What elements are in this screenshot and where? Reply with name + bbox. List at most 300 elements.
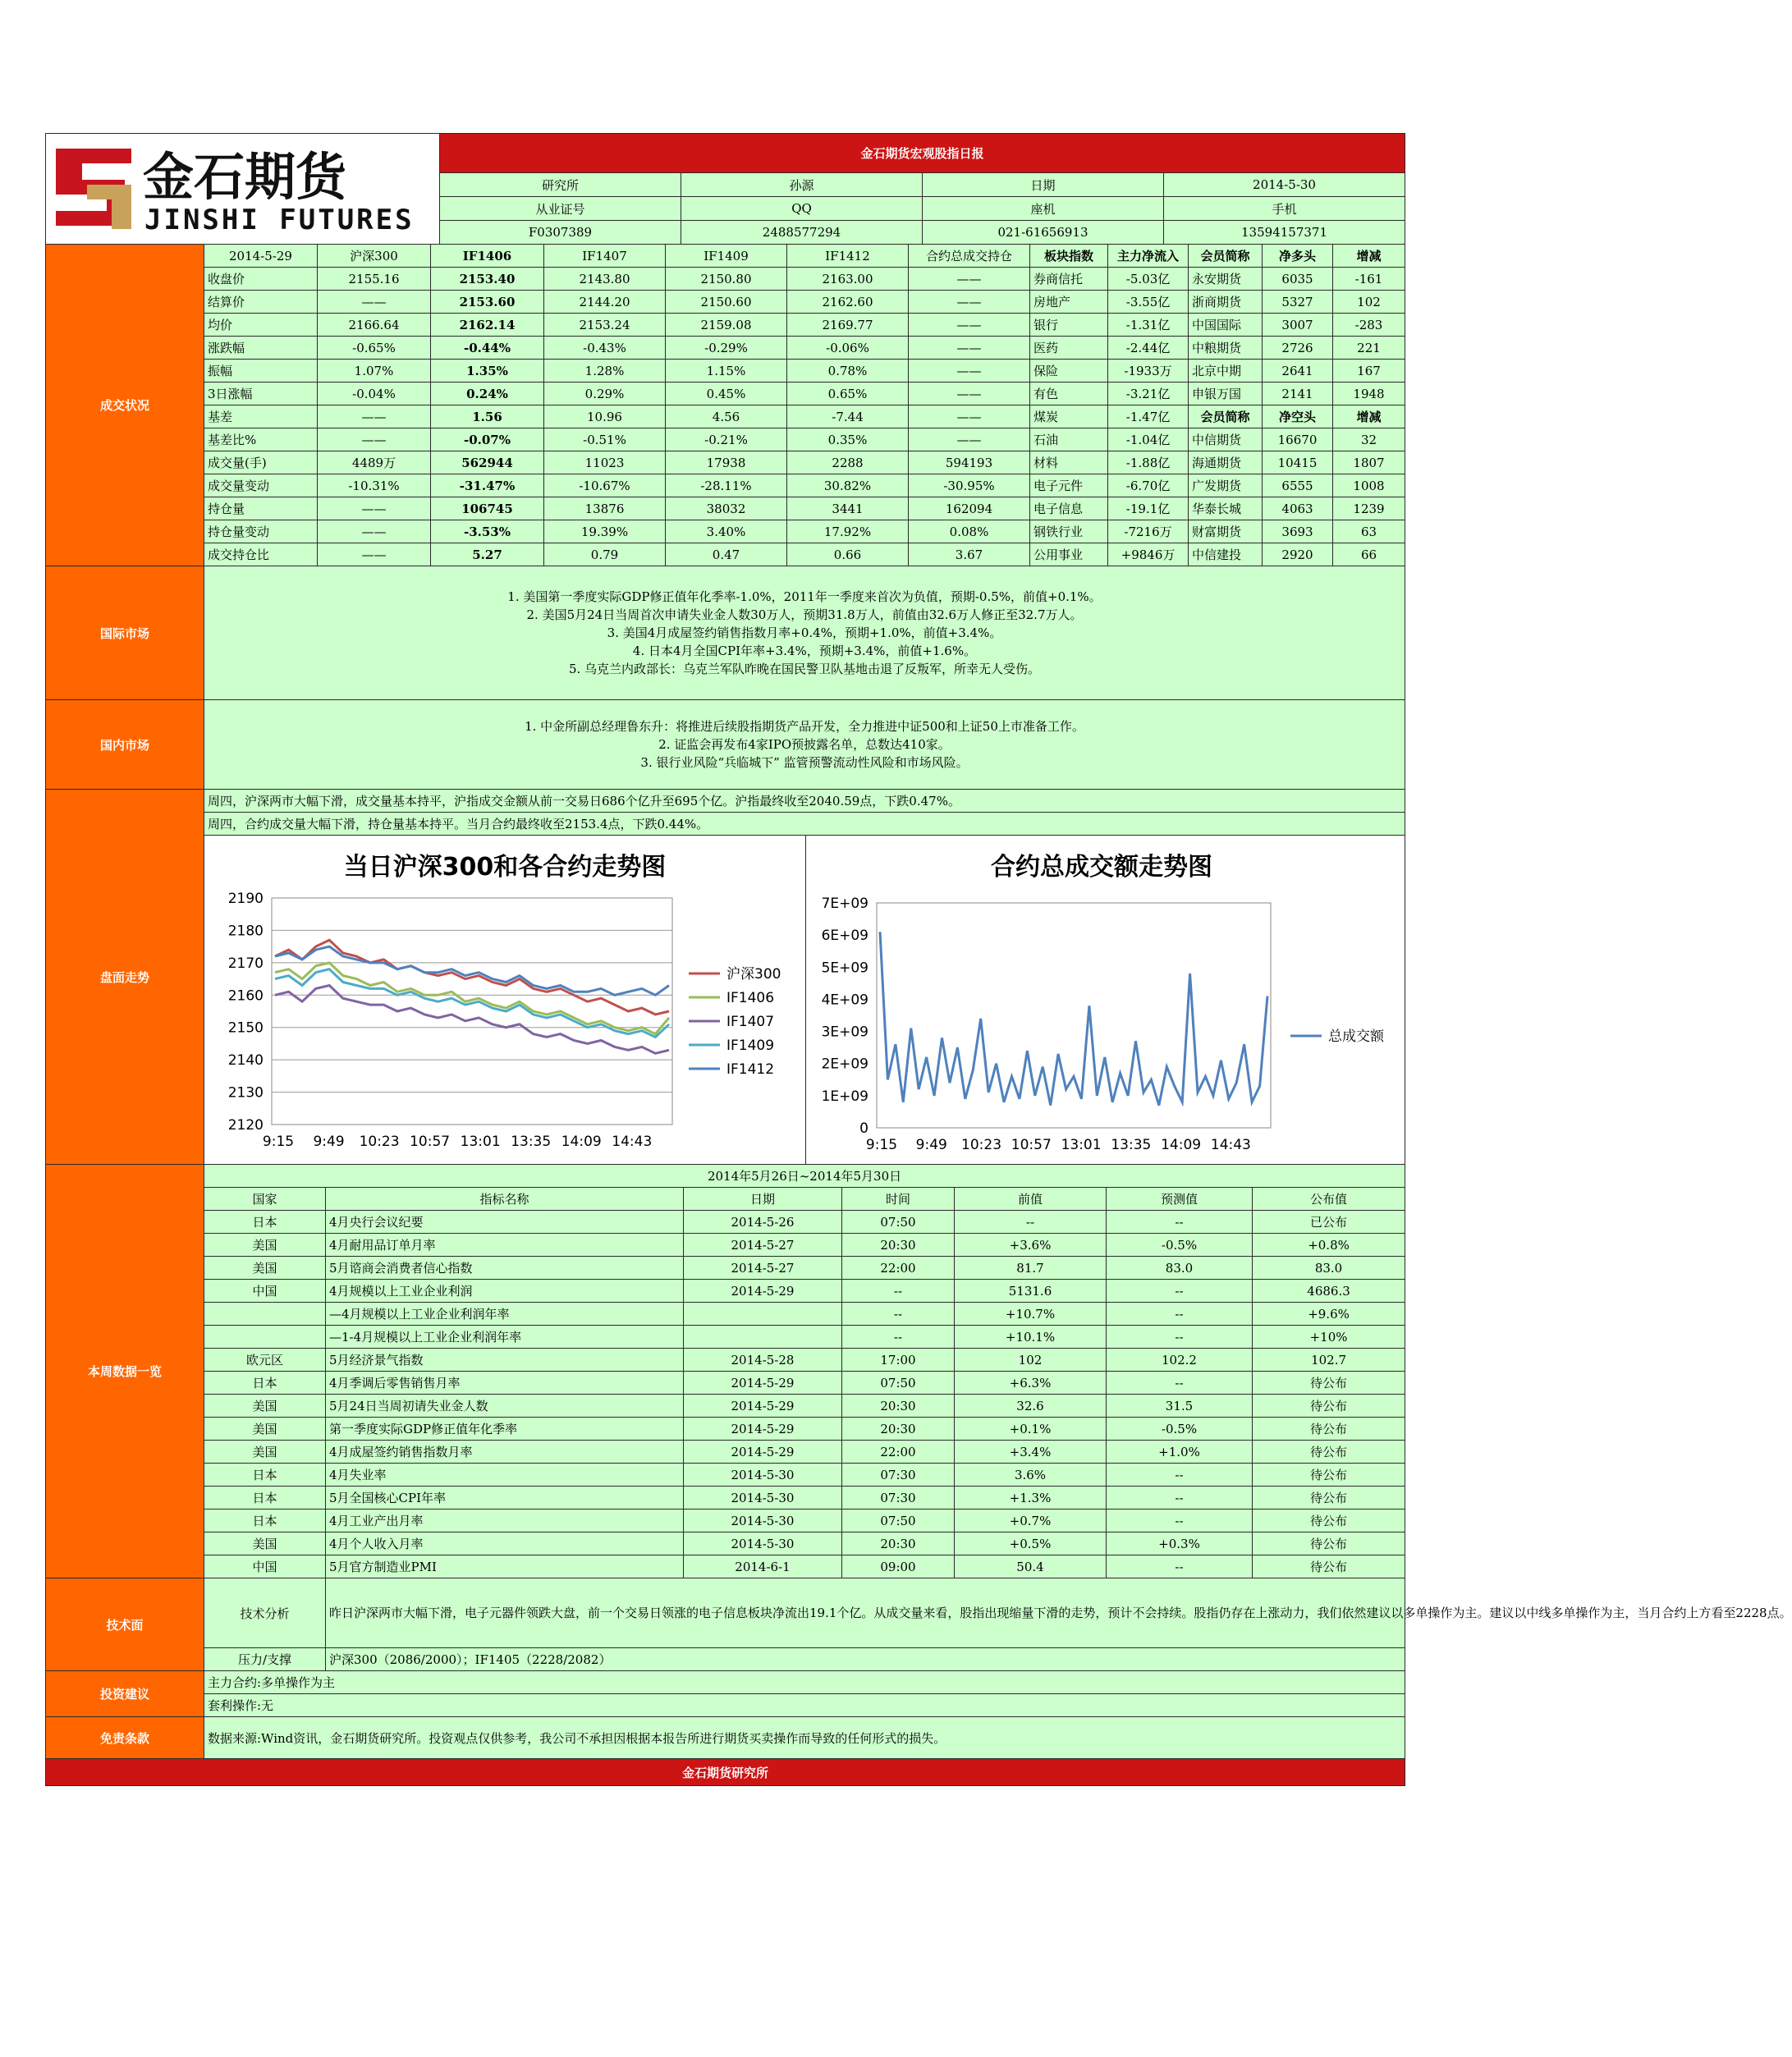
week-cell: 2014-5-30	[684, 1487, 842, 1510]
week-cell: 2014-5-26	[684, 1211, 842, 1234]
trading-cell: 2162.14	[431, 314, 544, 337]
table-row	[46, 1303, 1405, 1326]
trading-cell: 10.96	[544, 405, 666, 428]
x-tick-label: 9:15	[865, 1137, 898, 1153]
week-cell: 102.2	[1107, 1349, 1253, 1372]
section-week: 本周数据一览	[46, 1165, 204, 1578]
week-cell: 22:00	[842, 1441, 955, 1464]
x-tick-label: 10:57	[410, 1134, 451, 1150]
legend-label: 沪深300	[726, 966, 781, 983]
table-row	[46, 451, 1405, 474]
info-r3c4: 13594157371	[1164, 221, 1405, 245]
x-tick-label: 10:23	[961, 1137, 1002, 1153]
member-long-name: 永安期货	[1189, 268, 1263, 291]
week-cell: 4月失业率	[326, 1464, 684, 1487]
week-col-header: 指标名称	[326, 1188, 684, 1211]
week-cell: 2014-5-27	[684, 1257, 842, 1280]
trading-cell: 涨跌幅	[204, 337, 318, 360]
week-cell: 31.5	[1107, 1395, 1253, 1418]
trading-cell: 基差	[204, 405, 318, 428]
week-col-header: 时间	[842, 1188, 955, 1211]
trading-cell: -30.95%	[909, 474, 1030, 497]
x-tick-label: 13:35	[1111, 1137, 1152, 1153]
trading-col-header: IF1407	[544, 245, 666, 268]
table-row	[46, 360, 1405, 383]
week-cell: 20:30	[842, 1532, 955, 1555]
trading-cell: -31.47%	[431, 474, 544, 497]
x-tick-label: 9:15	[262, 1134, 295, 1150]
table-row	[46, 314, 1405, 337]
week-cell: 中国	[204, 1280, 326, 1303]
table-row	[46, 520, 1405, 543]
trading-cell: 4.56	[666, 405, 787, 428]
sector-flow: -3.21亿	[1108, 383, 1189, 405]
week-cell: +10.1%	[955, 1326, 1107, 1349]
y-tick-label: 2150	[227, 1019, 264, 1037]
news-line: 2. 美国5月24日当周首次申请失业金人数30万人，预期31.8万人，前值由32.6万人修正至32.7万人。	[526, 607, 1083, 622]
news-line: 5. 乌克兰内政部长：乌克兰军队昨晚在国民警卫队基地击退了反叛军，所幸无人受伤。	[568, 662, 1041, 676]
trading-cell: 成交持仓比	[204, 543, 318, 566]
week-cell: 20:30	[842, 1418, 955, 1441]
table-row	[46, 1464, 1405, 1487]
x-tick-label: 13:01	[1061, 1137, 1102, 1153]
trading-cell: ——	[909, 428, 1030, 451]
sector-flow: -3.55亿	[1108, 291, 1189, 314]
member-long-change: 221	[1333, 337, 1405, 360]
member-long-value: 5327	[1263, 291, 1333, 314]
trading-cell: 2153.24	[544, 314, 666, 337]
week-cell: +3.6%	[955, 1234, 1107, 1257]
trading-cell: 0.78%	[787, 360, 909, 383]
trading-cell: ——	[318, 520, 431, 543]
week-cell: --	[955, 1211, 1107, 1234]
advice-main: 主力合约:多单操作为主	[204, 1671, 1405, 1694]
trading-cell: 1.35%	[431, 360, 544, 383]
week-cell: 5131.6	[955, 1280, 1107, 1303]
plot-area	[272, 898, 672, 1125]
trading-cell: 0.79	[544, 543, 666, 566]
market-text-2: 周四，合约成交量大幅下滑，持仓量基本持平。当月合约最终收至2153.4点，下跌0.44%。	[204, 813, 1405, 836]
chart-title: 当日沪深300和各合约走势图	[343, 853, 667, 882]
trading-cell: 17.92%	[787, 520, 909, 543]
week-cell: --	[1107, 1487, 1253, 1510]
member-short-value: 3693	[1263, 520, 1333, 543]
trading-cell: 13876	[544, 497, 666, 520]
y-tick-label: 1E+09	[821, 1088, 869, 1105]
member-long-value: 6035	[1263, 268, 1333, 291]
week-cell: 待公布	[1253, 1510, 1405, 1532]
sector-name: 银行	[1030, 314, 1108, 337]
sector-name: 钢铁行业	[1030, 520, 1108, 543]
member-long-name: 中粮期货	[1189, 337, 1263, 360]
member-long-name: 申银万国	[1189, 383, 1263, 405]
x-tick-label: 10:23	[359, 1134, 400, 1150]
trading-cell: 162094	[909, 497, 1030, 520]
y-tick-label: 0	[859, 1120, 869, 1137]
advice-table	[45, 1670, 1405, 1717]
trading-cell: 结算价	[204, 291, 318, 314]
news-line: 2. 证监会再发布4家IPO预披露名单，总数达410家。	[658, 737, 951, 752]
info-r3c3: 021-61656913	[923, 221, 1164, 245]
week-cell: +1.3%	[955, 1487, 1107, 1510]
chart-title: 合约总成交额走势图	[991, 853, 1212, 882]
chart-turnover-cell	[806, 836, 1405, 1165]
trading-cell: ——	[909, 314, 1030, 337]
section-disclaimer: 免责条款	[46, 1717, 204, 1759]
y-tick-label: 2180	[227, 923, 264, 940]
week-cell: 日本	[204, 1372, 326, 1395]
index-trend-chart	[204, 836, 806, 1161]
member-long-value: 3007	[1263, 314, 1333, 337]
week-cell: --	[1107, 1326, 1253, 1349]
sector-name: 煤炭	[1030, 405, 1108, 428]
member-short-name: 海通期货	[1189, 451, 1263, 474]
table-row	[46, 1510, 1405, 1532]
week-cell: --	[1107, 1464, 1253, 1487]
trading-cell: 1.56	[431, 405, 544, 428]
week-cell: 4月规模以上工业企业利润	[326, 1280, 684, 1303]
trading-cell: 0.45%	[666, 383, 787, 405]
y-tick-label: 2190	[227, 891, 264, 907]
trading-cell: 2150.60	[666, 291, 787, 314]
trading-cell: ——	[318, 291, 431, 314]
trading-cell: 30.82%	[787, 474, 909, 497]
trading-cell: 2150.80	[666, 268, 787, 291]
table-row	[46, 268, 1405, 291]
news-line: 3. 银行业风险“兵临城下” 监管预警流动性风险和市场风险。	[640, 755, 969, 770]
member-short-name: 广发期货	[1189, 474, 1263, 497]
table-row	[46, 1280, 1405, 1303]
info-r2c2: QQ	[681, 197, 923, 221]
logo-en-text: JINSHI FUTURES	[144, 204, 415, 236]
week-cell: 美国	[204, 1532, 326, 1555]
trading-cell: 1.28%	[544, 360, 666, 383]
trading-cell: 5.27	[431, 543, 544, 566]
sector-flow: -1.04亿	[1108, 428, 1189, 451]
sector-name: 电子信息	[1030, 497, 1108, 520]
trading-cell: 2159.08	[666, 314, 787, 337]
week-cell: —1-4月规模以上工业企业利润年率	[326, 1326, 684, 1349]
trading-cell: ——	[318, 428, 431, 451]
trading-cell: 2162.60	[787, 291, 909, 314]
table-row	[46, 1257, 1405, 1280]
member-short-value: 4063	[1263, 497, 1333, 520]
trading-cell: ——	[909, 383, 1030, 405]
legend-label: IF1412	[726, 1061, 775, 1078]
sector-flow: -7216万	[1108, 520, 1189, 543]
week-cell	[204, 1326, 326, 1349]
trading-cell: 38032	[666, 497, 787, 520]
table-row	[46, 497, 1405, 520]
week-cell: 2014-5-30	[684, 1464, 842, 1487]
week-cell: +10%	[1253, 1326, 1405, 1349]
x-tick-label: 9:49	[915, 1137, 947, 1153]
week-cell: 2014-5-29	[684, 1395, 842, 1418]
sector-flow: -2.44亿	[1108, 337, 1189, 360]
member-short-change: 1239	[1333, 497, 1405, 520]
trading-cell: 振幅	[204, 360, 318, 383]
news-line: 1. 美国第一季度实际GDP修正值年化季率-1.0%，2011年一季度来首次为负值，预期-0.5%，前值+0.1%。	[507, 589, 1102, 604]
table-row	[46, 1441, 1405, 1464]
week-cell: +0.3%	[1107, 1532, 1253, 1555]
member-long-value: 2141	[1263, 383, 1333, 405]
trading-cell: ——	[318, 405, 431, 428]
intl-table	[45, 566, 1405, 700]
info-r1c2: 孙源	[681, 173, 923, 197]
legend-label: IF1409	[726, 1038, 775, 1054]
week-cell: 4月央行会议纪要	[326, 1211, 684, 1234]
info-r1c1: 研究所	[440, 173, 681, 197]
week-cell: 美国	[204, 1257, 326, 1280]
y-tick-label: 2120	[227, 1117, 264, 1134]
week-cell: 07:50	[842, 1211, 955, 1234]
week-cell	[684, 1303, 842, 1326]
week-cell: 4686.3	[1253, 1280, 1405, 1303]
member-short-change: 66	[1333, 543, 1405, 566]
week-cell: 2014-5-30	[684, 1510, 842, 1532]
week-cell: 07:30	[842, 1464, 955, 1487]
trading-cell: 0.66	[787, 543, 909, 566]
sector-name: 医药	[1030, 337, 1108, 360]
trading-col-header: IF1412	[787, 245, 909, 268]
week-cell: —4月规模以上工业企业利润年率	[326, 1303, 684, 1326]
member-short-change: 32	[1333, 428, 1405, 451]
section-advice: 投资建议	[46, 1671, 204, 1717]
week-cell: 待公布	[1253, 1555, 1405, 1578]
week-cell: --	[1107, 1372, 1253, 1395]
member-long-col-header: 净多头	[1263, 245, 1333, 268]
info-r2c1: 从业证号	[440, 197, 681, 221]
trading-cell: 1.07%	[318, 360, 431, 383]
table-row	[46, 405, 1405, 428]
trading-cell: 11023	[544, 451, 666, 474]
week-col-header: 公布值	[1253, 1188, 1405, 1211]
legend-label: IF1407	[726, 1014, 775, 1030]
trading-cell: 594193	[909, 451, 1030, 474]
week-cell: 5月24日当周初请失业金人数	[326, 1395, 684, 1418]
week-cell: 07:30	[842, 1487, 955, 1510]
trading-col-header: IF1406	[431, 245, 544, 268]
x-tick-label: 14:09	[1161, 1137, 1202, 1153]
table-row	[46, 337, 1405, 360]
week-col-header: 日期	[684, 1188, 842, 1211]
week-cell: 待公布	[1253, 1464, 1405, 1487]
trading-cell: -0.29%	[666, 337, 787, 360]
member-short-col-header: 净空头	[1263, 405, 1333, 428]
week-cell: 4月季调后零售销售月率	[326, 1372, 684, 1395]
week-cell: 5月经济景气指数	[326, 1349, 684, 1372]
week-cell: +10.7%	[955, 1303, 1107, 1326]
legend-label: IF1406	[726, 990, 775, 1006]
trading-cell: 3.40%	[666, 520, 787, 543]
week-range: 2014年5月26日~2014年5月30日	[204, 1165, 1405, 1188]
y-tick-label: 2170	[227, 955, 264, 972]
trading-cell: -10.67%	[544, 474, 666, 497]
trading-cell: 成交量(手)	[204, 451, 318, 474]
week-cell: --	[842, 1280, 955, 1303]
domestic-news	[204, 700, 1405, 790]
trading-cell: 2155.16	[318, 268, 431, 291]
member-long-change: 1948	[1333, 383, 1405, 405]
y-tick-label: 2130	[227, 1084, 264, 1102]
trading-cell: -0.06%	[787, 337, 909, 360]
member-short-value: 6555	[1263, 474, 1333, 497]
member-long-name: 北京中期	[1189, 360, 1263, 383]
trading-col-header: 沪深300	[318, 245, 431, 268]
member-long-change: -283	[1333, 314, 1405, 337]
x-tick-label: 14:43	[612, 1134, 653, 1150]
header-table	[45, 133, 1405, 245]
trading-cell: 562944	[431, 451, 544, 474]
trading-cell: -0.44%	[431, 337, 544, 360]
week-cell: 2014-5-29	[684, 1441, 842, 1464]
trading-cell: 持仓量	[204, 497, 318, 520]
week-cell: 美国	[204, 1418, 326, 1441]
intl-news	[204, 566, 1405, 700]
week-cell: +6.3%	[955, 1372, 1107, 1395]
week-cell: 第一季度实际GDP修正值年化季率	[326, 1418, 684, 1441]
news-line: 4. 日本4月全国CPI年率+3.4%，预期+3.4%，前值+1.6%。	[632, 644, 977, 658]
week-cell: --	[842, 1326, 955, 1349]
sector-name: 保险	[1030, 360, 1108, 383]
table-row	[46, 1234, 1405, 1257]
trading-cell: 成交量变动	[204, 474, 318, 497]
week-cell: 2014-5-29	[684, 1372, 842, 1395]
week-cell: 83.0	[1253, 1257, 1405, 1280]
week-cell: -0.5%	[1107, 1234, 1253, 1257]
week-cell: 07:50	[842, 1372, 955, 1395]
week-cell: 欧元区	[204, 1349, 326, 1372]
trading-cell: ——	[909, 405, 1030, 428]
table-row	[46, 291, 1405, 314]
footer-banner: 金石期货研究所	[46, 1759, 1405, 1786]
week-cell: 2014-5-30	[684, 1532, 842, 1555]
week-cell: 待公布	[1253, 1395, 1405, 1418]
week-cell: 32.6	[955, 1395, 1107, 1418]
sector-name: 公用事业	[1030, 543, 1108, 566]
table-row	[46, 1395, 1405, 1418]
trading-cell: 收盘价	[204, 268, 318, 291]
y-tick-label: 2E+09	[821, 1056, 869, 1073]
trading-cell: 19.39%	[544, 520, 666, 543]
trading-cell: 3441	[787, 497, 909, 520]
trading-cell: -0.04%	[318, 383, 431, 405]
week-cell: +0.5%	[955, 1532, 1107, 1555]
week-table	[45, 1164, 1405, 1578]
chart-index-cell	[204, 836, 806, 1165]
week-cell: 美国	[204, 1441, 326, 1464]
disclaimer-text: 数据来源:Wind资讯，金石期货研究所。投资观点仅供参考，我公司不承担因根据本报告所进行期货买卖操作而导致的任何形式的损失。	[204, 1717, 1405, 1759]
table-row	[46, 543, 1405, 566]
info-r3c2: 2488577294	[681, 221, 923, 245]
week-cell: 4月耐用品订单月率	[326, 1234, 684, 1257]
week-cell	[204, 1303, 326, 1326]
week-cell: 2014-5-29	[684, 1280, 842, 1303]
sector-flow: +9846万	[1108, 543, 1189, 566]
logo-graphic	[46, 134, 440, 241]
sector-flow: -1.31亿	[1108, 314, 1189, 337]
member-short-name: 财富期货	[1189, 520, 1263, 543]
trading-cell: 1.15%	[666, 360, 787, 383]
week-cell: 2014-6-1	[684, 1555, 842, 1578]
week-cell: 4月成屋签约销售指数月率	[326, 1441, 684, 1464]
sector-flow: -5.03亿	[1108, 268, 1189, 291]
week-cell: 4月个人收入月率	[326, 1532, 684, 1555]
week-cell: +3.4%	[955, 1441, 1107, 1464]
sector-name: 房地产	[1030, 291, 1108, 314]
week-cell: 待公布	[1253, 1487, 1405, 1510]
week-cell: 日本	[204, 1487, 326, 1510]
y-tick-label: 2140	[227, 1052, 264, 1070]
trading-cell: ——	[318, 497, 431, 520]
sector-name: 有色	[1030, 383, 1108, 405]
tech-support-text: 沪深300（2086/2000）；IF1405（2228/2082）	[326, 1648, 1405, 1671]
trading-cell: 2288	[787, 451, 909, 474]
week-cell: 20:30	[842, 1395, 955, 1418]
trading-cell: 2153.60	[431, 291, 544, 314]
sector-flow: -6.70亿	[1108, 474, 1189, 497]
table-row	[46, 428, 1405, 451]
trading-cell: -0.43%	[544, 337, 666, 360]
member-long-col-header: 增减	[1333, 245, 1405, 268]
trading-cell: 2166.64	[318, 314, 431, 337]
week-cell: 2014-5-28	[684, 1349, 842, 1372]
week-cell: --	[1107, 1555, 1253, 1578]
table-row	[46, 474, 1405, 497]
tech-support-label: 压力/支撑	[204, 1648, 326, 1671]
trading-cell: -0.07%	[431, 428, 544, 451]
table-row	[46, 1349, 1405, 1372]
market-text-1: 周四，沪深两市大幅下滑，成交量基本持平，沪指成交金额从前一交易日686个亿升至695个亿。沪指最终收至2040.59点，下跌0.47%。	[204, 790, 1405, 813]
member-short-value: 16670	[1263, 428, 1333, 451]
week-cell: -0.5%	[1107, 1418, 1253, 1441]
table-row	[46, 1211, 1405, 1234]
news-line: 3. 美国4月成屋签约销售指数月率+0.4%，预期+1.0%，前值+3.4%。	[607, 625, 1002, 640]
section-domestic: 国内市场	[46, 700, 204, 790]
week-cell: +0.8%	[1253, 1234, 1405, 1257]
news-line: 1. 中金所副总经理鲁东升：将推进后续股指期货产品开发，全力推进中证500和上证50上市准备工作。	[525, 719, 1084, 734]
week-cell: 22:00	[842, 1257, 955, 1280]
member-short-change: 63	[1333, 520, 1405, 543]
week-cell: 美国	[204, 1234, 326, 1257]
advice-arb: 套利操作:无	[204, 1694, 1405, 1717]
trading-cell: 0.08%	[909, 520, 1030, 543]
y-tick-label: 7E+09	[821, 896, 869, 912]
table-row	[46, 1487, 1405, 1510]
company-logo	[46, 134, 440, 245]
week-col-header: 前值	[955, 1188, 1107, 1211]
trading-cell: 0.24%	[431, 383, 544, 405]
y-tick-label: 5E+09	[821, 960, 869, 977]
week-cell: 美国	[204, 1395, 326, 1418]
sector-name: 电子元件	[1030, 474, 1108, 497]
sector-col-header: 主力净流入	[1108, 245, 1189, 268]
sector-flow: -19.1亿	[1108, 497, 1189, 520]
week-cell: 83.0	[1107, 1257, 1253, 1280]
table-row	[46, 383, 1405, 405]
sector-name: 材料	[1030, 451, 1108, 474]
info-r2c4: 手机	[1164, 197, 1405, 221]
week-cell	[684, 1326, 842, 1349]
week-cell: --	[842, 1303, 955, 1326]
trading-cell: ——	[909, 337, 1030, 360]
trading-cell: 2143.80	[544, 268, 666, 291]
trading-cell: 基差比%	[204, 428, 318, 451]
week-cell: 20:30	[842, 1234, 955, 1257]
member-long-name: 浙商期货	[1189, 291, 1263, 314]
trading-cell: ——	[909, 360, 1030, 383]
week-cell: 102	[955, 1349, 1107, 1372]
